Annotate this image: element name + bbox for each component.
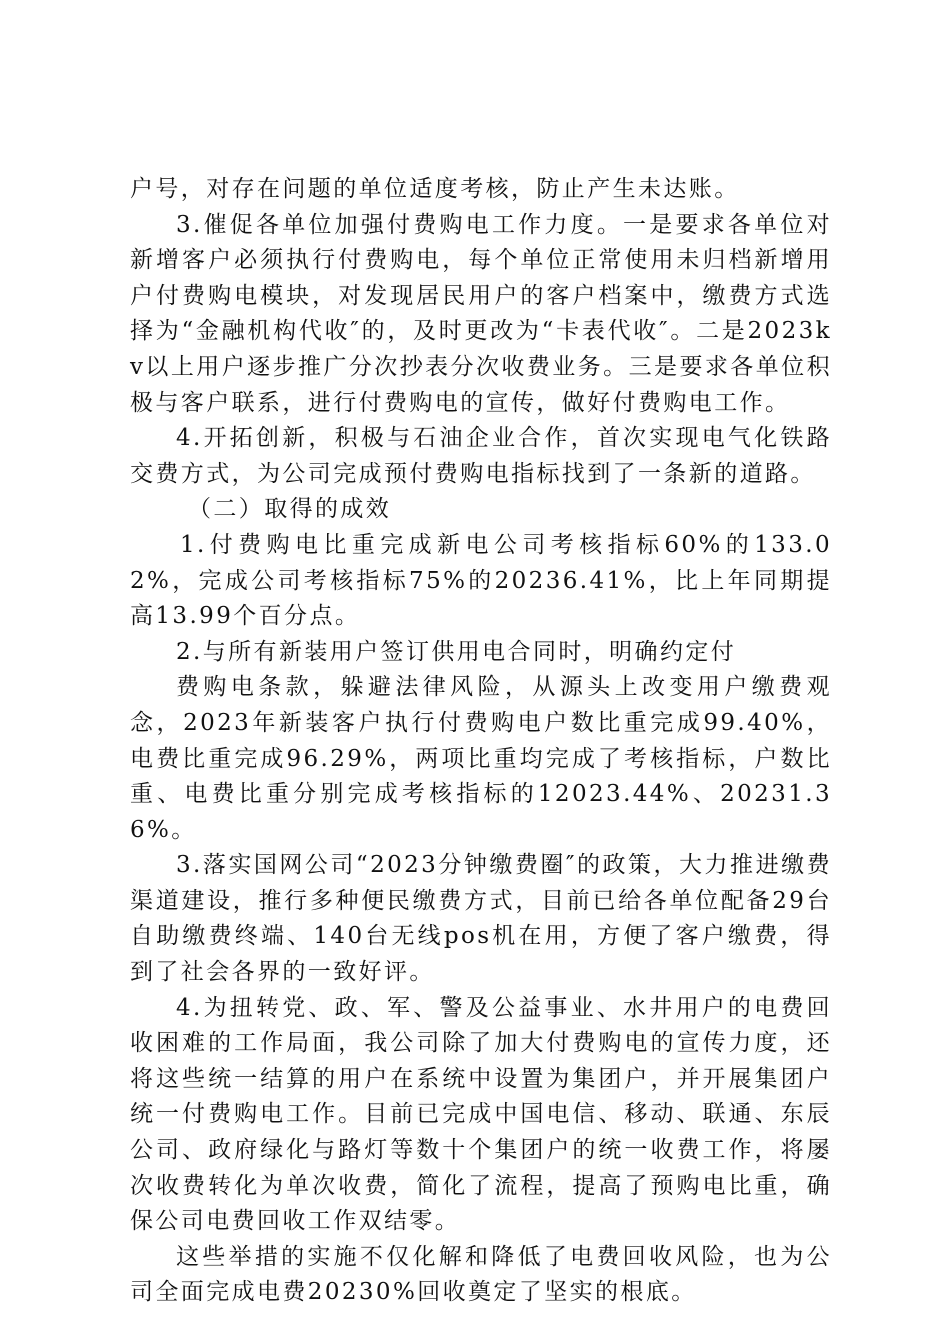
- paragraph-result-3: 3.落实国网公司“2023分钟缴费圈″的政策，大力推进缴费渠道建设，推行多种便民缴费方式，目前已给各单位配备29台自助缴费终端、140台无线pos机在用，方便了客户缴费，得到了社会各界的一致好评。: [130, 852, 832, 986]
- paragraph-result-4: 4.为扭转党、政、军、警及公益事业、水井用户的电费回收困难的工作局面，我公司除了加大付费购电的宣传力度，还将这些统一结算的用户在系统中设置为集团户，并开展集团户统一付费购电工作。目前已完成中国电信、移动、联通、东辰公司、政府绿化与路灯等数十个集团户的统一收费工作，将屡次收费转化为单次收费，简化了流程，提高了预购电比重，确保公司电费回收工作双结零。: [130, 994, 832, 1235]
- paragraph-account-number: 户号，对存在问题的单位适度考核，防止产生未达账。: [130, 176, 740, 202]
- paragraph-urge-prepayment: 3.催促各单位加强付费购电工作力度。一是要求各单位对新增客户必须执行付费购电，每个单位正常使用未归档新增用户付费购电模块，对发现居民用户的客户档案中，缴费方式选择为“金融机构代收″的，及时更改为“卡表代收″。二是2023kv以上用户逐步推广分次抄表分次收费业务。三是要求各单位积极与客户联系，进行付费购电的宣传，做好付费购电工作。: [130, 211, 832, 416]
- document-body: [130, 172, 832, 1311]
- paragraph-result-2-body: 费购电条款，躲避法律风险，从源头上改变用户缴费观念，2023年新装客户执行付费购电户数比重完成99.40%，电费比重完成96.29%，两项比重均完成了考核指标，户数比重、电费比重分别完成考核指标的12023.44%、20231.36%。: [130, 674, 832, 843]
- paragraph-conclusion: 这些举措的实施不仅化解和降低了电费回收风险，也为公司全面完成电费20230%回收奠定了坚实的根底。: [130, 1243, 832, 1306]
- paragraph-result-2-line: 2.与所有新装用户签订供用电合同时，明确约定付: [176, 638, 737, 665]
- paragraph-result-1: 1.付费购电比重完成新电公司考核指标60%的133.02%，完成公司考核指标75%的20236.41%，比上年同期提高13.99个百分点。: [130, 531, 832, 630]
- section-heading-results: （二）取得的成效: [188, 496, 392, 523]
- paragraph-innovation: 4.开拓创新，积极与石油企业合作，首次实现电气化铁路交费方式，为公司完成预付费购电指标找到了一条新的道路。: [130, 425, 832, 487]
